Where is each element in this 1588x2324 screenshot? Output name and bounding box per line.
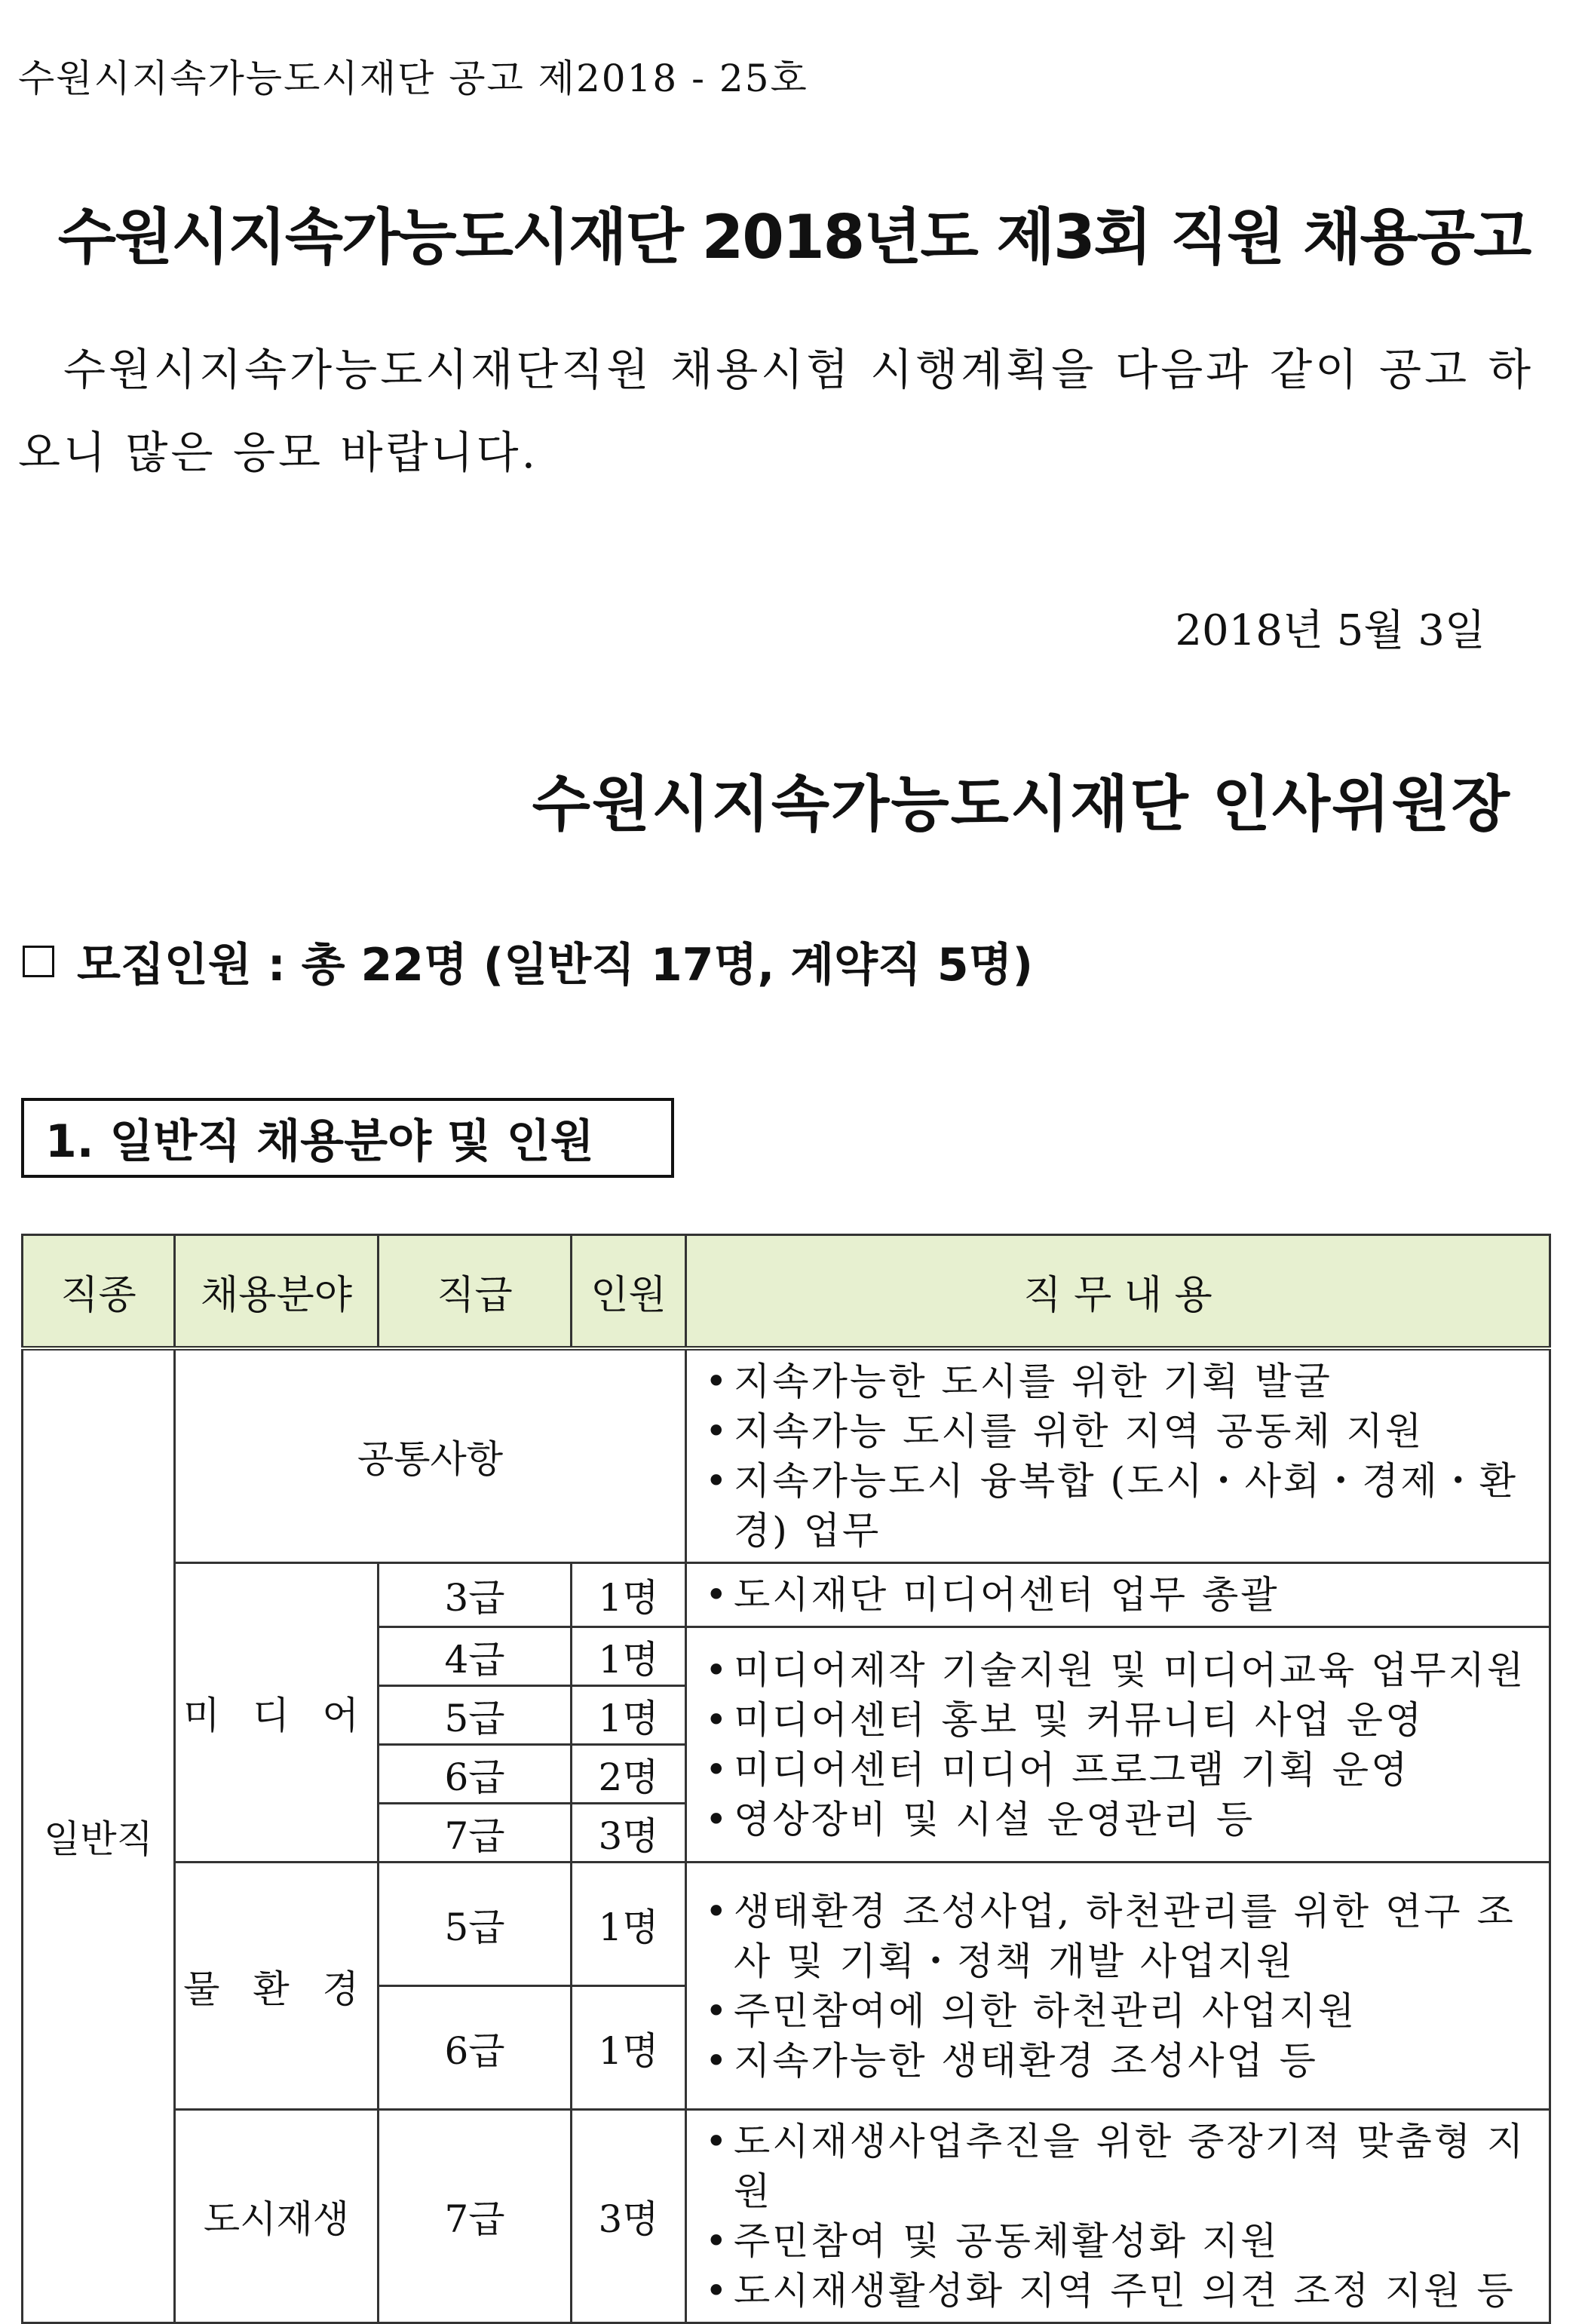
- header-field: 채용분야: [175, 1235, 379, 1349]
- section-heading: 1. 일반직 채용분야 및 인원: [21, 1098, 674, 1178]
- header-job-type: 직종: [23, 1235, 175, 1349]
- duty-item: • 미디어센터 미디어 프로그램 기획 운영: [699, 1745, 1540, 1795]
- job-type-cell: 일반직: [23, 1348, 175, 2323]
- grade-cell: 6급: [379, 1745, 572, 1804]
- duty-item: • 도시재단 미디어센터 업무 총괄: [699, 1570, 1540, 1620]
- table-row: [23, 1863, 1550, 1986]
- page-title: 수원시지속가능도시재단 2018년도 제3회 직원 채용공고: [57, 202, 1531, 272]
- count-cell: 1명: [572, 1563, 686, 1627]
- grade-cell: 5급: [379, 1686, 572, 1745]
- media-duties: [686, 1627, 1550, 1863]
- common-duties: [686, 1348, 1550, 1563]
- duty-item: • 주민참여에 의한 하천관리 사업지원: [699, 1986, 1540, 2036]
- duty-item: • 미디어제작 기술지원 및 미디어교육 업무지원: [699, 1645, 1540, 1695]
- duty-item: • 지속가능 도시를 위한 지역 공동체 지원: [699, 1406, 1540, 1456]
- header-grade: 직급: [379, 1235, 572, 1349]
- duty-item: • 영상장비 및 시설 운영관리 등: [699, 1795, 1540, 1844]
- count-cell: 3명: [572, 2110, 686, 2323]
- common-label: 공통사항: [175, 1348, 686, 1563]
- duty-item: • 주민참여 및 공동체활성화 지원: [699, 2216, 1540, 2266]
- regen-field: 도시재생: [175, 2110, 379, 2323]
- count-cell: 1명: [572, 1986, 686, 2110]
- grade-cell: 7급: [379, 2110, 572, 2323]
- duty-item: • 생태환경 조성사업, 하천관리를 위한 연구 조사 및 기획・정책 개발 사업지원: [699, 1887, 1540, 1986]
- count-cell: 2명: [572, 1745, 686, 1804]
- recruitment-summary-text: 모집인원 : 총 22명 (일반직 17명, 계약직 5명): [77, 939, 1034, 992]
- regen-duties: [686, 2110, 1550, 2323]
- header-count: 인원: [572, 1235, 686, 1349]
- table-row: [23, 2110, 1550, 2323]
- water-field: 물 환 경: [175, 1863, 379, 2110]
- header-duties: 직 무 내 용: [686, 1235, 1550, 1349]
- recruitment-summary: [23, 929, 1033, 994]
- duty-item: • 도시재생활성화 지역 주민 의견 조정 지원 등: [699, 2266, 1540, 2316]
- count-cell: 3명: [572, 1804, 686, 1863]
- grade-cell: 6급: [379, 1986, 572, 2110]
- count-cell: 1명: [572, 1627, 686, 1686]
- grade-cell: 7급: [379, 1804, 572, 1863]
- grade-cell: 4급: [379, 1627, 572, 1686]
- duty-item: • 지속가능한 도시를 위한 기획 발굴: [699, 1357, 1540, 1406]
- intro-paragraph: 수원시지속가능도시재단직원 채용시험 시행계획을 다음과 같이 공고 하오니 많은 응모 바랍니다.: [18, 344, 1534, 478]
- table-header-row: [23, 1235, 1550, 1349]
- checkbox-icon: [23, 946, 54, 977]
- notice-date: 2018년 5월 3일: [1175, 606, 1485, 655]
- media-duty-top: [686, 1563, 1550, 1627]
- water-duties: [686, 1863, 1550, 2110]
- duty-item: • 미디어센터 홍보 및 커뮤니티 사업 운영: [699, 1695, 1540, 1745]
- table-row: [23, 1563, 1550, 1627]
- grade-cell: 5급: [379, 1863, 572, 1986]
- notice-number: 수원시지속가능도시재단 공고 제2018 - 25호: [18, 57, 808, 100]
- count-cell: 1명: [572, 1686, 686, 1745]
- grade-cell: 3급: [379, 1563, 572, 1627]
- job-table: [21, 1234, 1551, 2324]
- duty-item: • 지속가능도시 융복합 (도시・사회・경제・환경) 업무: [699, 1456, 1540, 1556]
- count-cell: 1명: [572, 1863, 686, 1986]
- signer: 수원시지속가능도시재단 인사위원장: [532, 769, 1511, 839]
- media-field: 미 디 어: [175, 1563, 379, 1863]
- duty-item: • 지속가능한 생태환경 조성사업 등: [699, 2036, 1540, 2086]
- duty-item: • 도시재생사업추진을 위한 중장기적 맞춤형 지원: [699, 2117, 1540, 2216]
- table-row: [23, 1348, 1550, 1563]
